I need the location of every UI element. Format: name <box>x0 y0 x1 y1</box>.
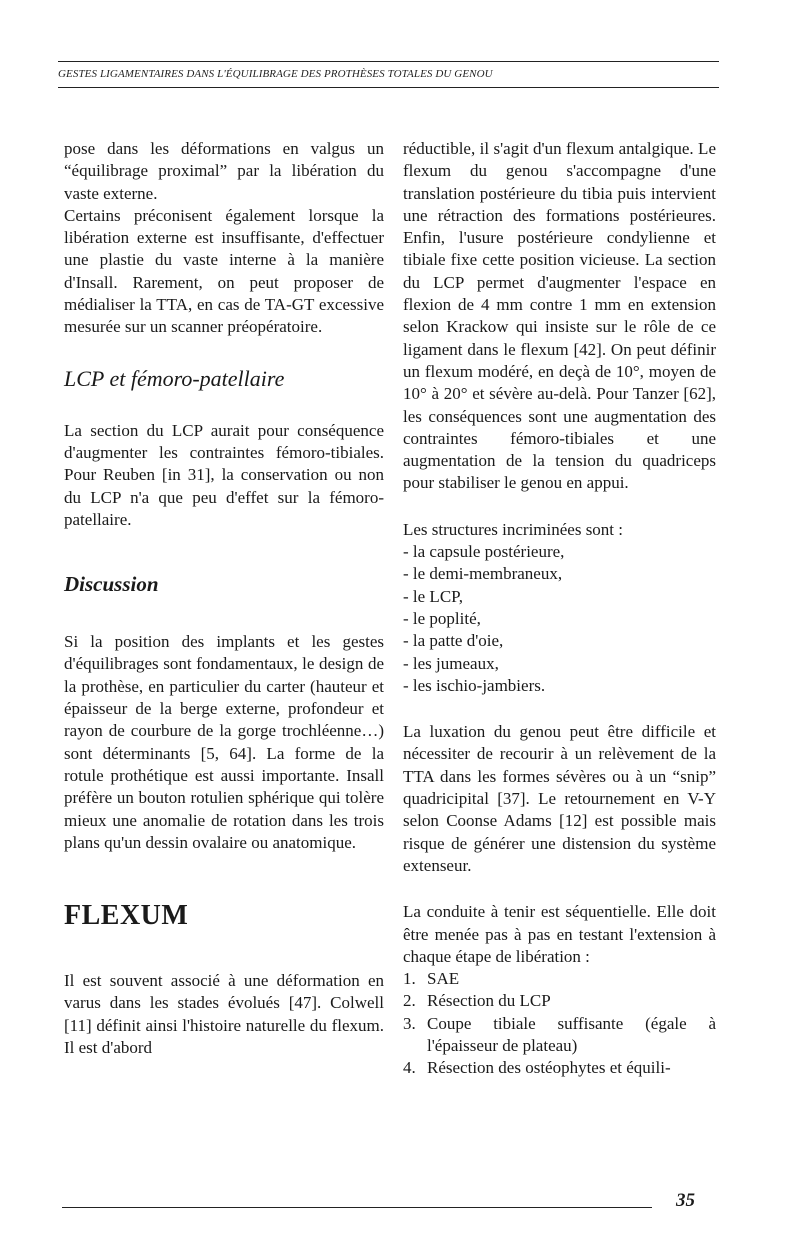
structures-intro: Les structures incriminées sont : <box>403 519 624 539</box>
list-item: - le poplité, <box>403 608 481 628</box>
chapter-title-flexum: FLEXUM <box>64 900 189 932</box>
list-item <box>403 990 716 1012</box>
paragraph: pose dans les déformations en valgus un “équilibrage proximal” par la libération du vaste externe. <box>64 139 384 203</box>
list-item: - les ischio-jambiers. <box>403 675 546 695</box>
step-number: 3. <box>403 1013 416 1033</box>
list-item: - les jumeaux, <box>403 653 499 673</box>
header-rule-bottom <box>58 87 719 88</box>
list-item: - le demi-membraneux, <box>403 564 563 584</box>
step-text: Coupe tibiale suffisante (égale à l'épaisseur de plateau) <box>427 1013 716 1055</box>
list-item: - la capsule postérieure, <box>403 542 565 562</box>
step-text: SAE <box>427 969 460 989</box>
right-column <box>403 138 716 1080</box>
paragraph: La section du LCP aurait pour conséquence d'augmenter les contraintes fémoro-tibiales. Pour Reuben [in 31], la conservation ou non du LCP n'a que peu d'effet sur la fémoro-patellaire. <box>64 420 384 529</box>
paragraph: réductible, il s'agit d'un flexum antalgique. Le flexum du genou s'accompagne d'une translation postérieure du tibia puis intervient une rétraction des formations postérieures. Enfin, l'usure postérieure condylienne et tibiale fixe cette position vicieuse. La section du LCP permet d'augmenter l'espace en flexion de 4 mm contre 1 mm en extension selon Krackow qui insiste sur le rôle de ce ligament dans le flexum [42]. On peut définir un flexum modéré, en deçà de 10°, moyen de 10° à 20° et sévère au-delà. Pour Tanzer [62], les conséquences sont une augmentation des contraintes fémoro-tibiales et une augmentation de la tension du quadriceps pour stabiliser le genou en appui. <box>403 139 716 493</box>
paragraph: Certains préconisent également lorsque la libération externe est insuffisante, d'effectuer une plastie du vaste interne à la manière d'Insall. Rarement, on peut proposer de médialiser la TTA, en cas de TA-GT excessive mesurée sur un scanner préopératoire. <box>64 205 384 337</box>
section-title-discussion: Discussion <box>64 572 159 597</box>
list-item <box>403 1013 716 1058</box>
left-column <box>64 138 384 1059</box>
step-text: Résection du LCP <box>427 991 551 1011</box>
running-header: GESTES LIGAMENTAIRES DANS L'ÉQUILIBRAGE DES PROTHÈSES TOTALES DU GENOU <box>58 68 493 80</box>
list-item: - la patte d'oie, <box>403 631 504 651</box>
paragraph: Il est souvent associé à une déformation en varus dans les stades évolués [47]. Colwell [11] définit ainsi l'histoire naturelle du flexum. Il est d'abord <box>64 971 384 1058</box>
paragraph: La luxation du genou peut être difficile et nécessiter de recourir à un relèvement de la TTA dans les formes sévères ou à un “snip” quadricipital [37]. Le retournement en V-Y selon Coonse Adams [12] est possible mais risque de générer une distension du système extenseur. <box>403 722 716 875</box>
list-item <box>403 1057 716 1079</box>
paragraph: Si la position des implants et les gestes d'équilibrages sont fondamentaux, le design de la prothèse, en particulier du carter (hauteur et épaisseur de la berge externe, profondeur et rayon de courbure de la gorge trochléenne…) sont déterminants [5, 64]. La forme de la rotule prothétique est aussi importante. Insall préfère un bouton rotulien sphérique qui tolère mieux une anomalie de rotation dans les trois plans qu'un dessin ovalaire ou anatomique. <box>64 632 384 852</box>
step-number: 2. <box>403 991 416 1011</box>
structures-list <box>403 541 716 697</box>
step-number: 1. <box>403 969 416 989</box>
paragraph: La conduite à tenir est séquentielle. Elle doit être menée pas à pas en testant l'extension à chaque étape de libération : <box>403 902 716 966</box>
footer-rule <box>62 1207 652 1208</box>
list-item: - le LCP, <box>403 586 463 606</box>
header-rule-top <box>58 61 719 62</box>
release-steps-list <box>403 968 716 1079</box>
list-item <box>403 968 716 990</box>
step-text: Résection des ostéophytes et équili- <box>427 1058 671 1078</box>
section-title-lcp: LCP et fémoro-patellaire <box>64 365 285 391</box>
step-number: 4. <box>403 1058 416 1078</box>
page-number: 35 <box>676 1190 695 1211</box>
